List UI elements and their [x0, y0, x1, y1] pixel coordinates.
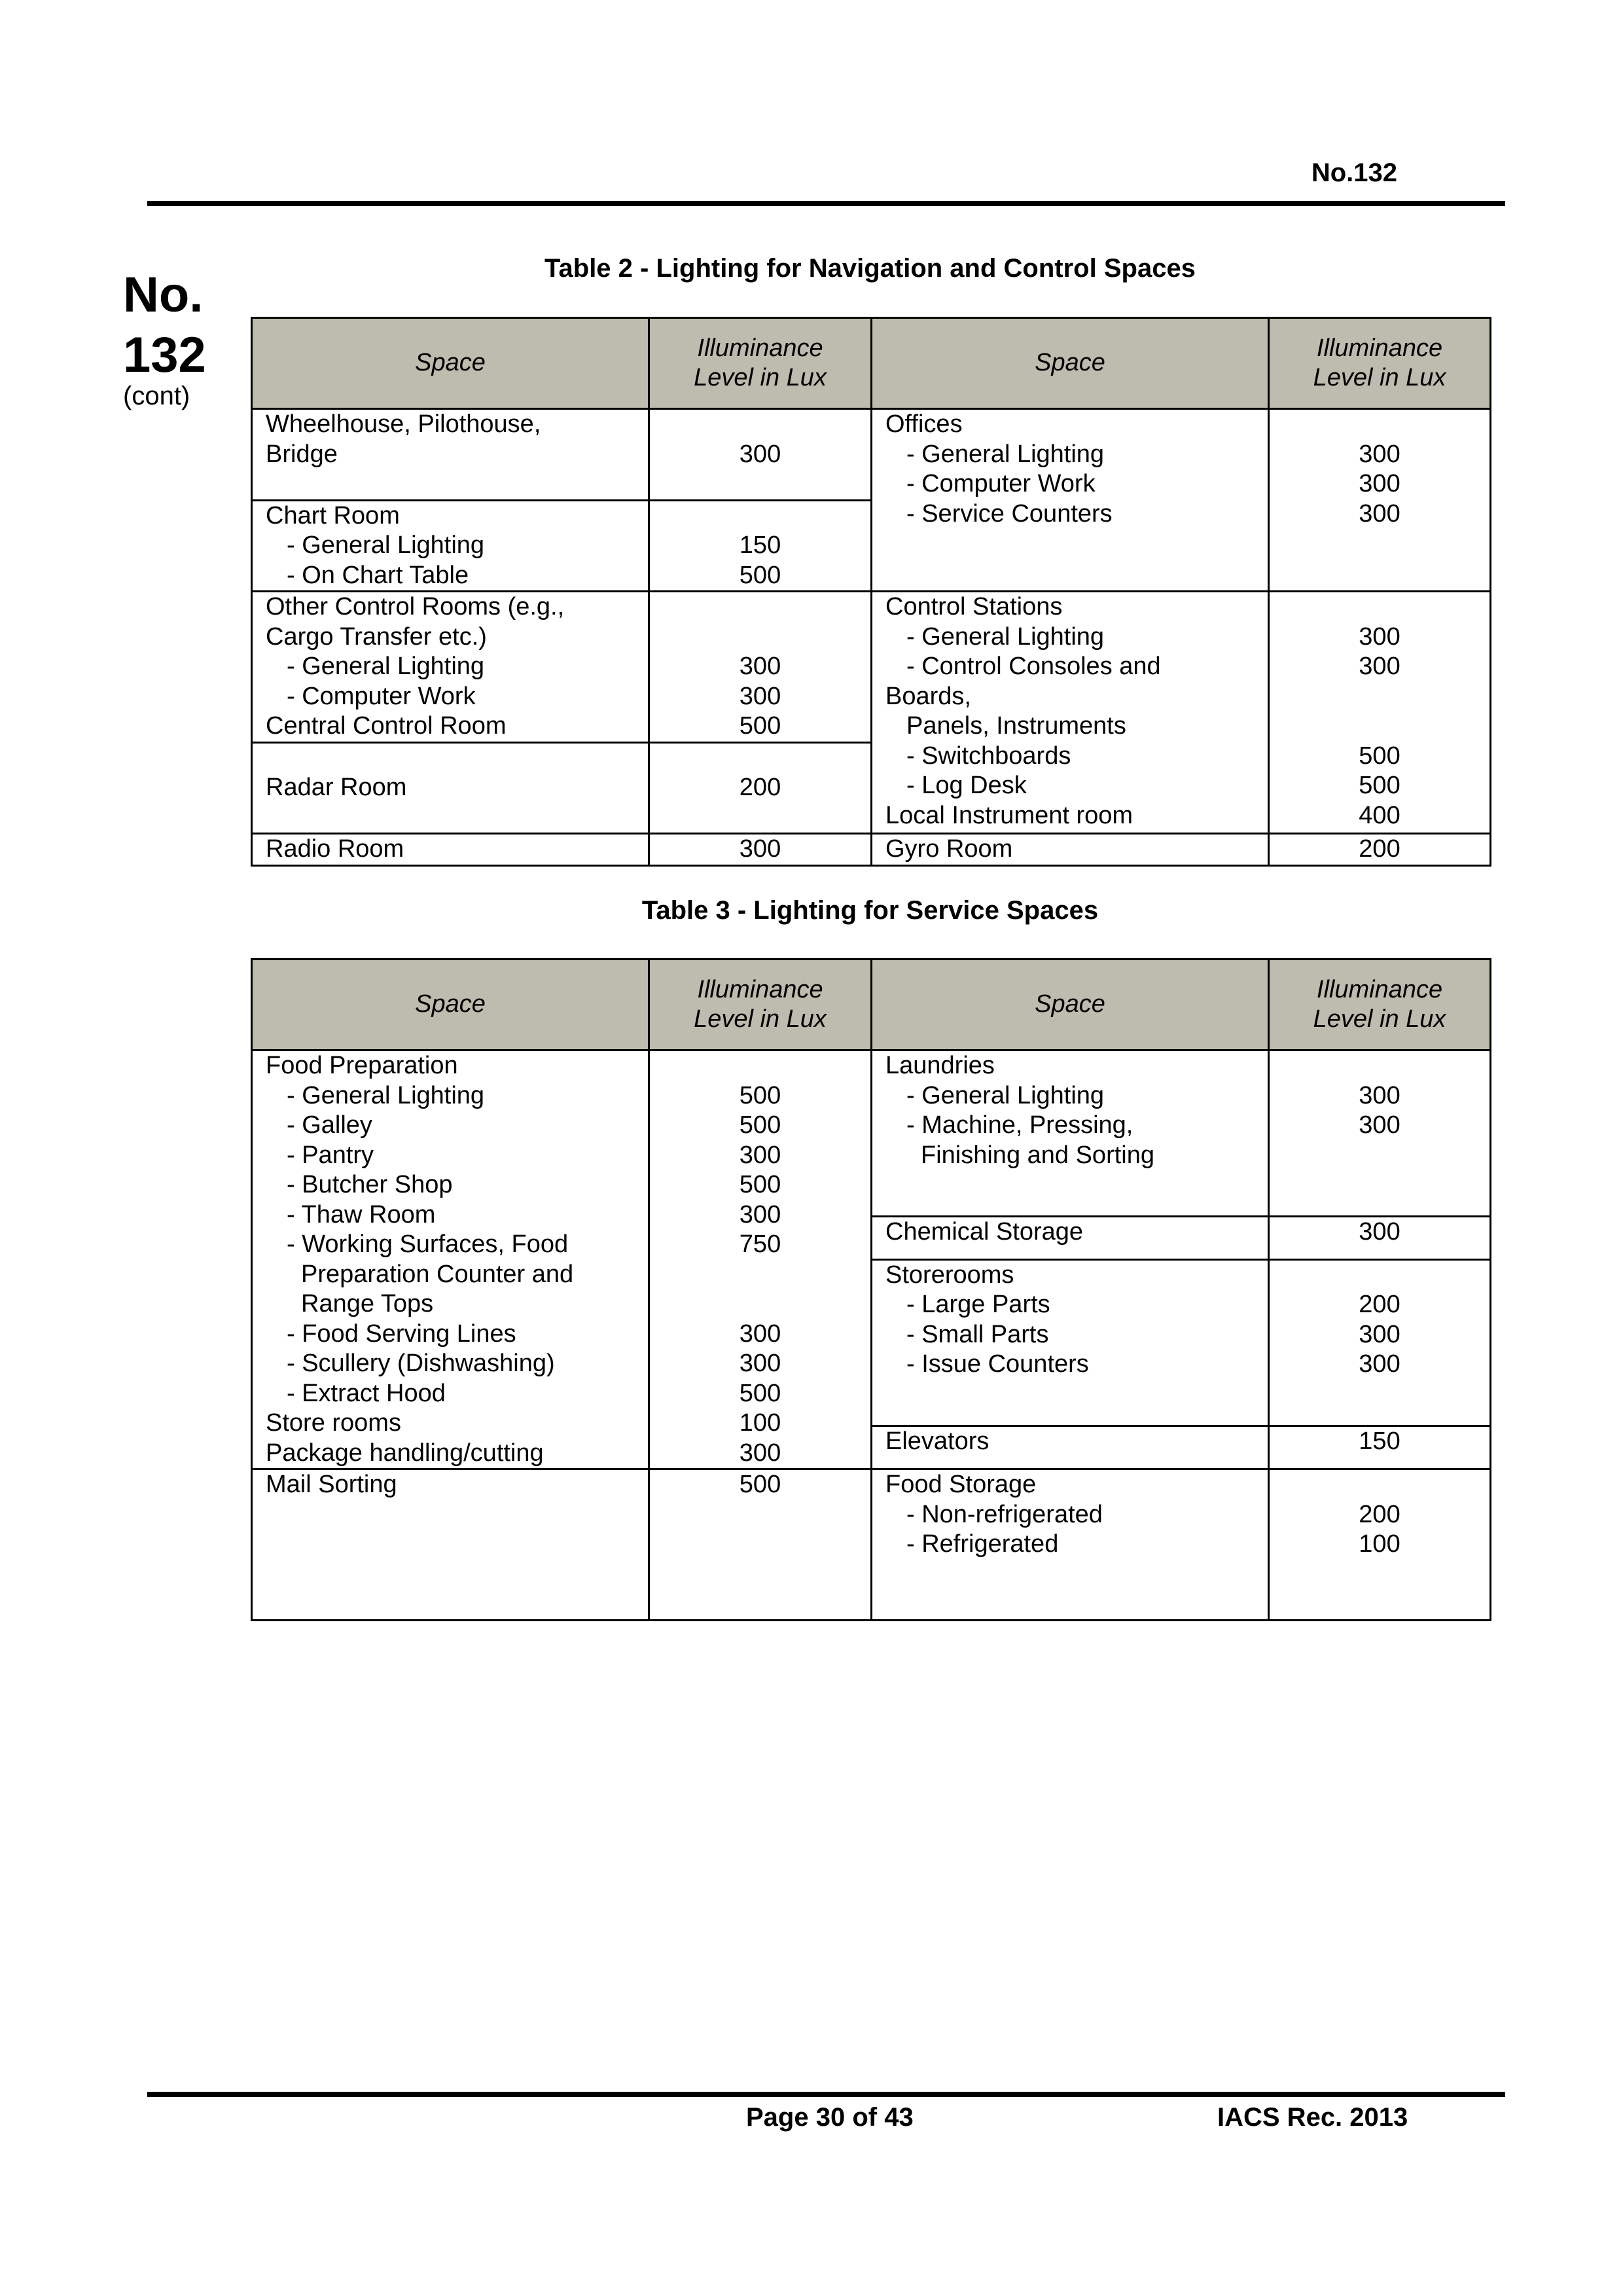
space-line: - General Lighting	[906, 622, 1105, 651]
space-line: Mail Sorting	[266, 1471, 397, 1498]
space-line: Preparation Counter and	[301, 1260, 574, 1288]
lux-value	[650, 1289, 870, 1319]
space-line: Package handling/cutting	[266, 1439, 544, 1467]
lux-value	[1270, 682, 1489, 712]
space-line: - On Chart Table	[287, 561, 469, 589]
lux-value: 150	[1359, 1427, 1400, 1455]
column-header: Space	[872, 960, 1269, 1050]
table-row	[252, 409, 1491, 501]
space-line: Store rooms	[266, 1409, 401, 1437]
space-line	[266, 469, 648, 499]
space-cell	[872, 1050, 1269, 1217]
space-line: - General Lighting	[287, 1081, 485, 1109]
column-header: Illuminance Level in Lux	[1269, 318, 1491, 409]
space-line: Chemical Storage	[885, 1217, 1084, 1246]
space-line: - Working Surfaces, Food	[287, 1230, 569, 1258]
space-line: - Small Parts	[906, 1320, 1049, 1348]
column-header: Space	[872, 318, 1269, 409]
space-line: Offices	[885, 410, 963, 438]
space-line: - Computer Work	[906, 470, 1096, 497]
lux-value	[650, 469, 870, 499]
lux-value: 300	[739, 835, 781, 863]
space-cell	[252, 592, 649, 743]
page-number: Page 30 of 43	[746, 2103, 914, 2132]
space-cell	[872, 1259, 1269, 1426]
lux-value: 300	[1359, 1081, 1400, 1109]
space-line: - Galley	[287, 1111, 372, 1139]
lux-value: 300	[1359, 1111, 1400, 1139]
lux-value: 300	[1359, 1217, 1400, 1246]
space-line	[885, 1560, 1268, 1590]
space-line: Finishing and Sorting	[921, 1141, 1154, 1169]
table2	[251, 317, 1491, 867]
table3	[251, 958, 1491, 1621]
side-number: 132	[123, 327, 206, 383]
lux-cell	[1269, 1259, 1491, 1426]
space-line: Food Preparation	[266, 1052, 458, 1079]
space-cell	[872, 834, 1269, 866]
space-line: Other Control Rooms (e.g.,	[266, 593, 565, 620]
lux-value: 500	[739, 1379, 781, 1407]
lux-value: 300	[1359, 653, 1400, 680]
space-cell	[872, 1216, 1269, 1259]
lux-value: 200	[1359, 1291, 1400, 1319]
space-line	[885, 1589, 1268, 1619]
lux-value	[1270, 1261, 1489, 1291]
column-header: Illuminance Level in Lux	[649, 318, 872, 409]
space-line: - Pantry	[287, 1141, 374, 1169]
space-cell	[872, 592, 1269, 834]
lux-cell	[649, 500, 872, 592]
lux-cell	[649, 592, 872, 743]
space-line	[266, 744, 648, 774]
lux-cell	[649, 742, 872, 834]
lux-cell	[1269, 592, 1491, 834]
space-line: - Food Serving Lines	[287, 1319, 516, 1348]
lux-cell	[1269, 1050, 1491, 1217]
lux-value: 150	[739, 531, 781, 559]
lux-value	[1270, 592, 1489, 622]
lux-value	[1270, 711, 1489, 742]
space-line: - General Lighting	[906, 440, 1105, 468]
space-line: - Service Counters	[906, 499, 1113, 528]
space-line: - Machine, Pressing,	[906, 1111, 1133, 1139]
lux-value: 300	[1359, 622, 1400, 651]
lux-value	[1270, 1560, 1489, 1590]
space-line: - Refrigerated	[906, 1530, 1059, 1558]
space-cell	[252, 409, 649, 501]
space-line	[885, 559, 1268, 589]
lux-value	[650, 803, 870, 833]
space-line: Radio Room	[266, 835, 404, 863]
lux-value: 100	[739, 1409, 781, 1437]
space-line: Elevators	[885, 1427, 990, 1455]
space-cell	[872, 1469, 1269, 1621]
lux-value: 500	[739, 1171, 781, 1198]
space-line: Wheelhouse, Pilothouse,	[266, 410, 541, 438]
space-cell	[872, 409, 1269, 592]
space-line: Control Stations	[885, 593, 1063, 620]
lux-value: 500	[1359, 742, 1400, 770]
space-line: Range Tops	[301, 1290, 434, 1318]
space-cell	[252, 500, 649, 592]
space-line: Central Control Room	[266, 712, 507, 740]
lux-value	[1270, 1141, 1489, 1171]
lux-cell	[649, 834, 872, 866]
lux-value: 300	[739, 682, 781, 710]
lux-value	[650, 592, 870, 622]
lux-cell	[1269, 1426, 1491, 1469]
lux-cell	[1269, 409, 1491, 592]
lux-value	[650, 1260, 870, 1290]
space-line: - Issue Counters	[906, 1350, 1089, 1378]
lux-value	[1270, 410, 1489, 440]
space-line: - Non-refrigerated	[906, 1500, 1103, 1528]
space-line	[885, 529, 1268, 559]
lux-value	[650, 1051, 870, 1081]
header-rule	[147, 201, 1505, 206]
lux-value	[650, 501, 870, 531]
lux-value	[1270, 1470, 1489, 1500]
lux-value: 300	[739, 653, 781, 680]
space-line: Radar Room	[266, 774, 407, 801]
table-row	[252, 1050, 1491, 1217]
space-line: - Control Consoles and	[906, 653, 1161, 680]
space-line: - Switchboards	[906, 742, 1071, 770]
lux-value: 500	[739, 1081, 781, 1109]
lux-value: 300	[739, 1200, 781, 1229]
space-line	[266, 803, 648, 833]
lux-value: 200	[739, 774, 781, 801]
table2-header-row	[252, 318, 1491, 409]
lux-value	[650, 622, 870, 653]
space-line: Boards,	[885, 682, 971, 710]
space-line: Cargo Transfer etc.)	[266, 622, 487, 651]
lux-value	[1270, 1589, 1489, 1619]
lux-value	[1270, 1051, 1489, 1081]
lux-value: 500	[739, 561, 781, 589]
footer-reference: IACS Rec. 2013	[1217, 2103, 1408, 2132]
space-cell	[252, 742, 649, 834]
lux-value: 300	[1359, 1320, 1400, 1348]
lux-value: 300	[739, 1439, 781, 1467]
lux-value	[650, 744, 870, 774]
lux-value: 300	[739, 1141, 781, 1169]
lux-cell	[649, 1469, 872, 1621]
table3-caption: Table 3 - Lighting for Service Spaces	[641, 896, 1099, 925]
lux-cell	[1269, 834, 1491, 866]
lux-value: 750	[739, 1230, 781, 1258]
table-row	[252, 1469, 1491, 1621]
lux-value: 500	[739, 1111, 781, 1139]
space-cell	[872, 1426, 1269, 1469]
lux-value: 500	[739, 712, 781, 740]
table-row	[252, 592, 1491, 743]
column-header: Illuminance Level in Lux	[649, 960, 872, 1050]
table3-header-row	[252, 960, 1491, 1050]
column-header: Illuminance Level in Lux	[1269, 960, 1491, 1050]
space-line: Local Instrument room	[885, 801, 1133, 829]
column-header: Space	[252, 318, 649, 409]
lux-value: 200	[1359, 835, 1400, 863]
side-label	[123, 265, 215, 386]
space-line: Panels, Instruments	[906, 712, 1126, 740]
space-cell	[252, 1050, 649, 1469]
space-line: - Extract Hood	[287, 1379, 446, 1407]
document-number: No.132	[1311, 158, 1397, 187]
lux-value: 200	[1359, 1500, 1400, 1528]
space-line: - Scullery (Dishwashing)	[287, 1350, 555, 1377]
table-row	[252, 834, 1491, 866]
lux-value: 300	[739, 1350, 781, 1377]
table2-caption: Table 2 - Lighting for Navigation and Control Spaces	[544, 254, 1196, 283]
space-cell	[252, 834, 649, 866]
lux-value: 300	[739, 1319, 781, 1348]
space-line: - General Lighting	[287, 653, 485, 680]
lux-value: 300	[1359, 440, 1400, 468]
lux-value: 500	[1359, 772, 1400, 799]
lux-value: 100	[1359, 1530, 1400, 1558]
space-cell	[252, 1469, 649, 1621]
lux-value: 400	[1359, 801, 1400, 829]
space-line: - Butcher Shop	[287, 1171, 453, 1198]
lux-cell	[1269, 1216, 1491, 1259]
lux-value: 300	[1359, 1350, 1400, 1378]
space-line: Bridge	[266, 440, 338, 468]
space-line: - Log Desk	[906, 772, 1027, 799]
space-line: - Thaw Room	[287, 1200, 436, 1229]
side-no-label: No.	[123, 267, 204, 323]
space-line: - Large Parts	[906, 1291, 1050, 1319]
space-line: Gyro Room	[885, 835, 1013, 863]
space-line: - Computer Work	[287, 682, 476, 710]
side-cont-label: (cont)	[123, 382, 190, 410]
lux-value: 300	[739, 440, 781, 468]
lux-value	[1270, 559, 1489, 589]
lux-value	[650, 410, 870, 440]
lux-cell	[649, 409, 872, 501]
lux-value	[1270, 529, 1489, 559]
column-header: Space	[252, 960, 649, 1050]
footer-rule	[147, 2092, 1505, 2097]
lux-cell	[649, 1050, 872, 1469]
space-line: Food Storage	[885, 1471, 1037, 1498]
lux-value: 300	[1359, 470, 1400, 497]
lux-value: 500	[739, 1471, 781, 1498]
space-line: Laundries	[885, 1052, 995, 1079]
space-line: - General Lighting	[287, 531, 485, 559]
space-line: Storerooms	[885, 1261, 1014, 1289]
space-line: Chart Room	[266, 501, 400, 529]
space-line: - General Lighting	[906, 1081, 1105, 1109]
lux-cell	[1269, 1469, 1491, 1621]
lux-value: 300	[1359, 499, 1400, 528]
